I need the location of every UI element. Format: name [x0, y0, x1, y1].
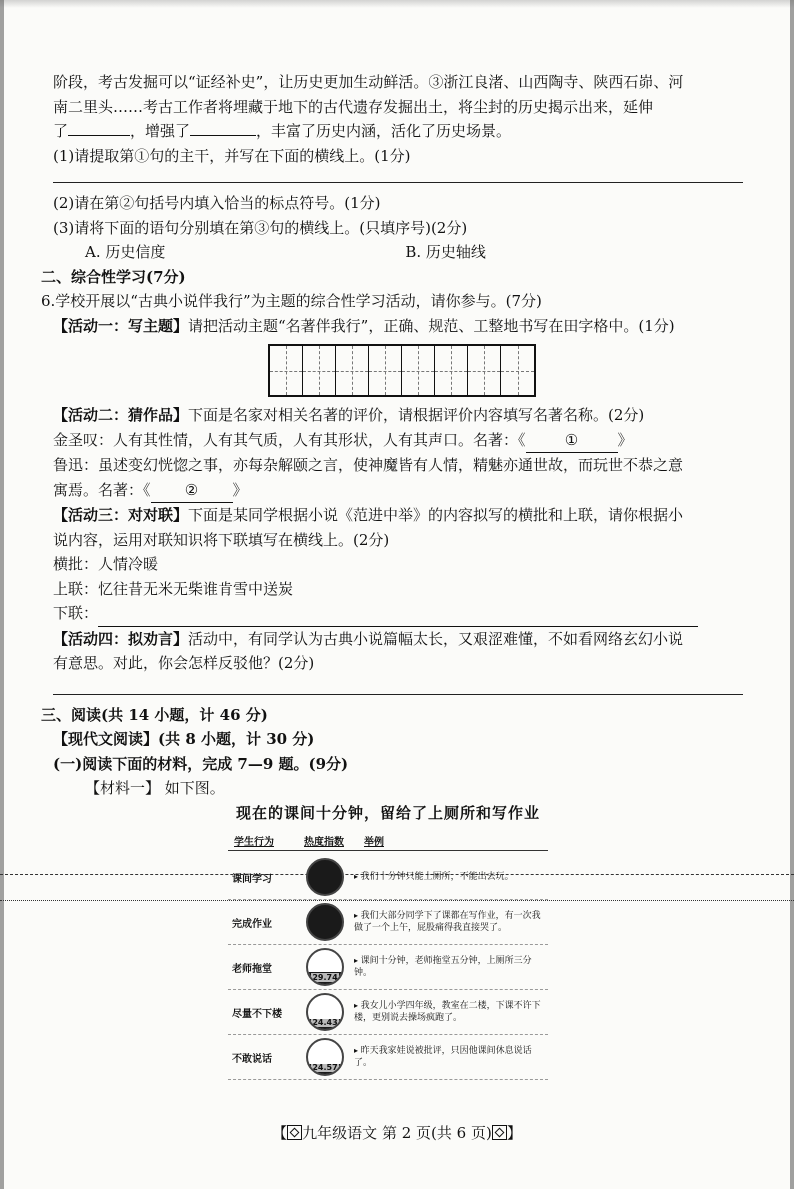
- grid-cell[interactable]: [468, 346, 501, 395]
- infographic-row: [228, 1035, 548, 1080]
- example-text: ▸ 我们十分钟只能上厕所，不能出去玩。: [354, 871, 548, 883]
- answer-blank-1[interactable]: ①: [526, 428, 618, 454]
- q5-sub3: (3)请将下面的语句分别填在第③句的横线上。(只填序号)(2分): [53, 218, 468, 237]
- col-example: 举例: [364, 837, 384, 848]
- example-text: ▸ 我女儿小学四年级，教室在二楼，下课不许下楼，更别说去操场疯跑了。: [354, 1000, 548, 1024]
- heat-index-circle: [306, 903, 344, 941]
- scan-left-edge: [0, 0, 4, 1189]
- infographic-row: [228, 945, 548, 990]
- behavior-label: 老师拖堂: [232, 963, 272, 975]
- infographic-row: [228, 990, 548, 1035]
- heat-index-circle: [306, 1038, 344, 1076]
- q5-sub2: (2)请在第②句括号内填入恰当的标点符号。(1分): [53, 194, 381, 212]
- option-a: A. 历史信度: [85, 243, 166, 261]
- behavior-label: 不敢说话: [232, 1053, 272, 1065]
- material1-infographic: [228, 802, 548, 1087]
- infographic-header: [228, 833, 548, 851]
- grid-cell[interactable]: [369, 346, 402, 395]
- xialian-line: 下联：: [53, 601, 743, 627]
- lu-xun-line-1: 鲁迅：虽述变幻恍惚之事，亦每杂解颐之言，使神魔皆有人情，精魅亦通世故，而玩世不恭之意: [53, 456, 684, 474]
- q5-options: [53, 240, 743, 265]
- col-heat: 热度指数: [304, 837, 344, 848]
- example-text: ▸ 课间十分钟，老师拖堂五分钟，上厕所三分钟。: [354, 955, 548, 979]
- col-behavior: 学生行为: [234, 837, 274, 848]
- grid-cell[interactable]: [501, 346, 534, 395]
- grid-cell[interactable]: [435, 346, 468, 395]
- activity3-line-2: 说内容，运用对联知识将下联填写在横线上。(2分): [53, 530, 390, 549]
- activity4-answer-line[interactable]: [53, 694, 743, 695]
- section2-title: 二、综合性学习(7分): [41, 267, 186, 286]
- heat-value: 24.57: [312, 1063, 338, 1072]
- grid-cell[interactable]: [336, 346, 369, 395]
- modern-reading-title: 【现代文阅读】(共 8 小题，计 30 分): [53, 730, 315, 748]
- passage-line-1: 阶段，考古发掘可以“证经补史”，让历史更加生动鲜活。③浙江良渚、山西陶寺、陕西石峁、河: [53, 73, 684, 91]
- heat-index-circle: [306, 858, 344, 896]
- lu-xun-line-2: 寓焉。名著：《 ② 》: [53, 478, 743, 504]
- activity3-line-1: 【活动三：对对联】下面是某同学根据小说《范进中举》的内容拟写的横批和上联，请你根据小: [53, 506, 684, 524]
- passage-line-3: 了 ，增强了 ，丰富了历史内涵，活化了历史场景。: [53, 122, 512, 140]
- activity2: 【活动二：猜作品】下面是名家对相关名著的评价，请根据评价内容填写名著名称。(2分): [53, 406, 645, 424]
- heat-index-circle: [306, 993, 344, 1031]
- behavior-label: 尽量不下楼: [232, 1008, 282, 1020]
- infographic-row: [228, 900, 548, 945]
- example-text: ▸ 昨天我家娃说被批评，只因他课间休息说话了。: [354, 1045, 548, 1069]
- infographic-rows: [228, 855, 548, 1080]
- passage-line-2: 南二里头……考古工作者将埋藏于地下的古代遗存发掘出土，将尘封的历史揭示出来，延伸: [53, 97, 654, 116]
- infographic-row: [228, 855, 548, 900]
- activity4-line-2: 有意思。对此，你会怎样反驳他？(2分): [53, 654, 315, 672]
- heat-index-circle: [306, 948, 344, 986]
- q5-sub1-answer-line[interactable]: [53, 182, 743, 183]
- exam-page: [41, 70, 743, 801]
- q6-prompt: 6.学校开展以“古典小说伴我行”为主题的综合性学习活动，请你参与。(7分): [41, 292, 542, 310]
- answer-blank-2[interactable]: ②: [151, 478, 233, 504]
- grid-cell[interactable]: [402, 346, 435, 395]
- xialian-blank[interactable]: [98, 601, 698, 627]
- activity1: 【活动一：写主题】请把活动主题“名著伴我行”，正确、规范、工整地书写在田字格中。(1分): [53, 316, 675, 335]
- jin-shengtan-line: 金圣叹：人有其性情，人有其气质，人有其形状，人有其声口。名著：《 ① 》: [53, 428, 743, 454]
- blank-enhance[interactable]: [190, 135, 256, 136]
- tianzige-grid[interactable]: [268, 344, 536, 397]
- material1-label: 【材料一】 如下图。: [85, 779, 225, 797]
- grid-cell[interactable]: [303, 346, 336, 395]
- activity4-line-1: 【活动四：拟劝言】活动中，有同学认为古典小说篇幅太长，又艰涩难懂，不如看网络玄幻小说: [53, 629, 684, 648]
- page-footer: 【 九年级语文 第 2 页(共 6 页) 】: [272, 1124, 522, 1142]
- behavior-label: 课间学习: [232, 873, 272, 885]
- scan-top-shadow: [0, 0, 794, 8]
- infographic-title: 现在的课间十分钟，留给了上厕所和写作业: [235, 804, 540, 822]
- shanglian: 上联：忆往昔无米无柴谁肯雪中送炭: [53, 579, 294, 598]
- q5-sub1: (1)请提取第①句的主干，并写在下面的横线上。(1分): [53, 146, 411, 165]
- option-b: B. 历史轴线: [405, 243, 486, 261]
- heat-value: 24.43: [312, 1018, 338, 1027]
- footer-text: 九年级语文 第 2 页(共 6 页): [302, 1124, 492, 1142]
- example-text: ▸ 我们大部分同学下了课都在写作业，有一次我做了一个上午，屁股痛得我直接哭了。: [354, 910, 548, 934]
- footer-square-icon: [492, 1125, 507, 1140]
- footer-square-icon: [287, 1125, 302, 1140]
- section3-title: 三、阅读(共 14 小题，计 46 分): [41, 705, 268, 724]
- grid-cell[interactable]: [270, 346, 303, 395]
- blank-extend[interactable]: [68, 135, 130, 136]
- scan-right-edge: [790, 0, 794, 1189]
- behavior-label: 完成作业: [232, 918, 272, 930]
- part1-title: (一)阅读下面的材料，完成 7—9 题。(9分): [53, 754, 349, 773]
- hengpi: 横批：人情冷暖: [53, 555, 159, 573]
- heat-value: 29.74: [312, 973, 338, 982]
